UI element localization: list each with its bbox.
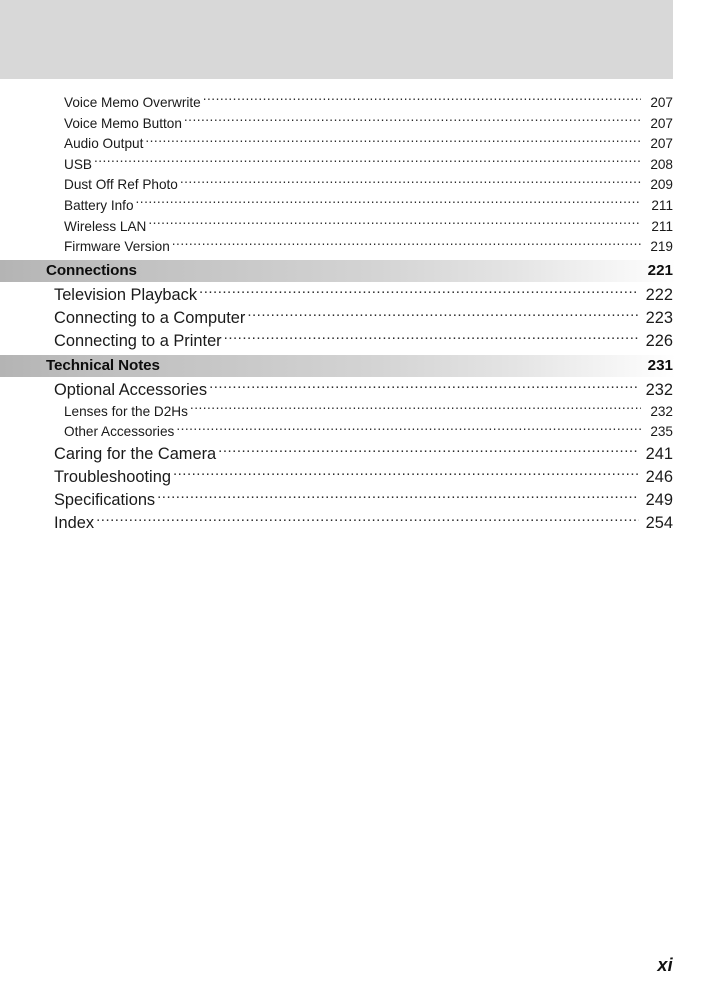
toc-entry-row[interactable] (0, 379, 727, 402)
toc-entry-row[interactable] (0, 512, 727, 535)
toc-entry-page-number: 246 (645, 468, 673, 487)
page-folio: xi (657, 955, 673, 975)
toc-entry-page-number: 249 (645, 491, 673, 510)
toc-leader-dots (136, 196, 641, 210)
toc-leader-dots (224, 330, 639, 346)
toc-chapter-title: Connections (46, 262, 137, 280)
toc-leader-dots (96, 512, 639, 528)
toc-leader-dots (180, 176, 641, 190)
toc-entry-page-number: 211 (651, 218, 673, 234)
toc-entry-page-number: 207 (650, 95, 673, 110)
toc-entry-label: Television Playback (54, 286, 198, 305)
page-header-band (0, 0, 673, 79)
toc-entry-label: Voice Memo Button (64, 115, 182, 131)
toc-entry-page-number: 207 (650, 115, 673, 131)
toc-entry-row[interactable] (0, 175, 727, 196)
toc-entry-label: Other Accessories (64, 424, 175, 440)
toc-entry-row[interactable] (0, 93, 727, 114)
toc-entry-row[interactable] (0, 307, 727, 330)
toc-entry-page-number: 207 (650, 136, 673, 152)
toc-entry-label: Dust Off Ref Photo (64, 177, 178, 193)
table-of-contents (0, 93, 727, 535)
toc-chapter-row[interactable] (0, 260, 676, 282)
toc-leader-dots (199, 284, 639, 300)
toc-entry-page-number: 235 (650, 424, 673, 440)
toc-chapter-row[interactable] (0, 355, 676, 377)
toc-entry-row[interactable] (0, 466, 727, 489)
toc-entry-label: Voice Memo Overwrite (64, 95, 201, 110)
toc-entry-label: Connecting to a Computer (54, 309, 246, 328)
toc-leader-dots (209, 379, 639, 395)
toc-entry-row[interactable] (0, 155, 727, 176)
toc-entry-label: Optional Accessories (54, 381, 208, 400)
toc-entry-page-number: 211 (651, 197, 673, 213)
toc-leader-dots (145, 135, 641, 149)
toc-entry-page-number: 209 (650, 177, 673, 193)
toc-entry-row[interactable] (0, 489, 727, 512)
toc-leader-dots (157, 489, 639, 505)
toc-entry-label: Battery Info (64, 197, 134, 213)
toc-entry-row[interactable] (0, 284, 727, 307)
toc-entry-label: Audio Output (64, 136, 144, 152)
toc-entry-page-number: 232 (645, 381, 673, 400)
toc-entry-row[interactable] (0, 217, 727, 238)
toc-entry-label: Troubleshooting (54, 468, 171, 487)
toc-entry-page-number: 222 (645, 286, 673, 305)
toc-entry-label: Caring for the Camera (54, 445, 217, 464)
toc-entry-row[interactable] (0, 422, 727, 443)
toc-entry-page-number: 226 (645, 332, 673, 351)
toc-leader-dots (176, 423, 641, 437)
toc-leader-dots (203, 93, 641, 107)
toc-entry-page-number: 232 (650, 403, 673, 419)
toc-entry-page-number: 241 (645, 445, 673, 464)
toc-leader-dots (184, 114, 641, 128)
toc-chapter-page-number: 221 (647, 262, 673, 280)
toc-entry-row[interactable] (0, 330, 727, 353)
toc-entry-row[interactable] (0, 114, 727, 135)
toc-leader-dots (173, 466, 639, 482)
toc-leader-dots (148, 217, 641, 231)
toc-leader-dots (247, 307, 639, 323)
toc-entry-page-number: 223 (645, 309, 673, 328)
toc-entry-page-number: 219 (650, 239, 673, 255)
toc-entry-label: Specifications (54, 491, 156, 510)
toc-entry-label: USB (64, 156, 92, 172)
toc-chapter-page-number: 231 (647, 357, 673, 375)
toc-leader-dots (218, 443, 639, 459)
toc-entry-label: Firmware Version (64, 239, 170, 255)
toc-entry-row[interactable] (0, 237, 727, 258)
toc-leader-dots (190, 402, 641, 416)
toc-entry-row[interactable] (0, 134, 727, 155)
toc-entry-label: Connecting to a Printer (54, 332, 222, 351)
toc-entry-label: Lenses for the D2Hs (64, 403, 188, 419)
toc-entry-label: Index (54, 514, 95, 533)
toc-entry-row[interactable] (0, 402, 727, 423)
toc-entry-label: Wireless LAN (64, 218, 147, 234)
toc-leader-dots (94, 155, 641, 169)
toc-entry-row[interactable] (0, 443, 727, 466)
toc-entry-page-number: 208 (650, 156, 673, 172)
toc-chapter-title: Technical Notes (46, 357, 160, 375)
toc-entry-row[interactable] (0, 196, 727, 217)
toc-leader-dots (172, 238, 641, 252)
toc-entry-page-number: 254 (645, 514, 673, 533)
